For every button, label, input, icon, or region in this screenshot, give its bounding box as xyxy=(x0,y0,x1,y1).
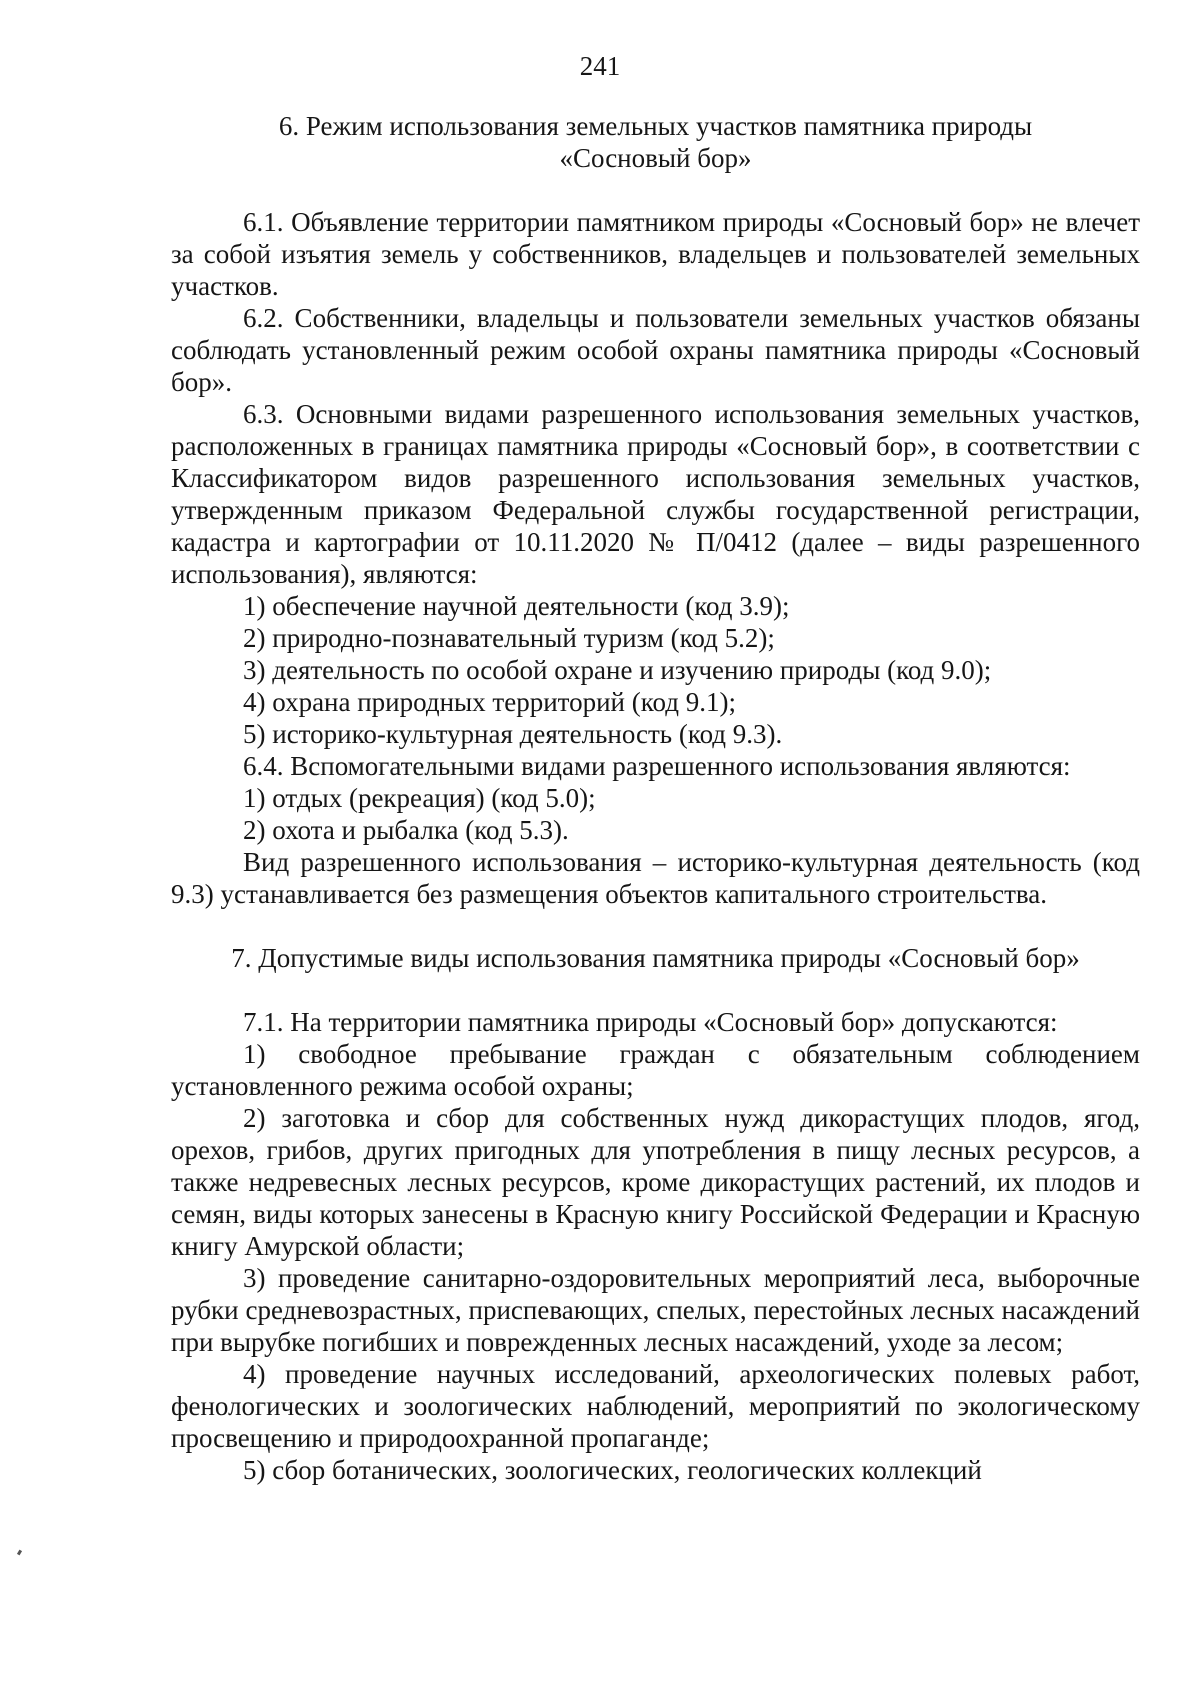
list-item-6-3-1: 1) обеспечение научной деятельности (код 3.9); xyxy=(243,591,790,621)
list-item-7-1-4: 4) проведение научных исследований, археологических полевых работ, фенологических и зоологических наблюдений, мероприятий по экологическому просвещению и природоохранной пропаганде; xyxy=(171,1359,1140,1453)
paragraph-vid-ispolzovaniya: Вид разрешенного использования – историко-культурная деятельность (код 9.3) устанавливается без размещения объектов капитального строительства. xyxy=(171,847,1140,909)
list-item-6-3-3: 3) деятельность по особой охране и изучению природы (код 9.0); xyxy=(243,655,992,685)
page-number: 241 xyxy=(579,51,621,81)
list-item-7-1-5: 5) сбор ботанических, зоологических, геологических коллекций xyxy=(243,1455,982,1485)
list-item-7-1-1: 1) свободное пребывание граждан с обязательным соблюдением установленного режима особой охраны; xyxy=(171,1039,1140,1101)
list-item-7-1-2: 2) заготовка и сбор для собственных нужд дикорастущих плодов, ягод, орехов, грибов, других пригодных для употребления в пищу лесных ресурсов, а также недревесных лесных ресурсов, кроме дикорастущих растений, их плодов и семян, виды которых занесены в Красную книгу Российской Федерации и Красную книгу Амурской области; xyxy=(171,1103,1140,1261)
paragraph-6-2: 6.2. Собственники, владельцы и пользователи земельных участков обязаны соблюдать установленный режим особой охраны памятника природы «Сосновый бор». xyxy=(171,303,1140,397)
paragraph-6-1: 6.1. Объявление территории памятником природы «Сосновый бор» не влечет за собой изъятия земель у собственников, владельцев и пользователей земельных участков. xyxy=(171,207,1140,301)
paragraph-6-3: 6.3. Основными видами разрешенного использования земельных участков, расположенных в границах памятника природы «Сосновый бор», в соответствии с Классификатором видов разрешенного использования земельных участков, утвержденным приказом Федеральной службы государственной регистрации, кадастра и картографии от 10.11.2020 № П/0412 (далее – виды разрешенного использования), являются: xyxy=(171,399,1140,589)
list-item-6-3-2: 2) природно-познавательный туризм (код 5.2); xyxy=(243,623,775,653)
section-6-heading xyxy=(171,110,1140,174)
paragraph-6-4: 6.4. Вспомогательными видами разрешенного использования являются: xyxy=(243,751,1071,781)
list-item-6-3-4: 4) охрана природных территорий (код 9.1); xyxy=(243,687,736,717)
section-6-heading-line-2: «Сосновый бор» xyxy=(559,143,752,173)
paragraph-7-1: 7.1. На территории памятника природы «Сосновый бор» допускаются: xyxy=(243,1007,1058,1037)
list-item-6-3-5: 5) историко-культурная деятельность (код 9.3). xyxy=(243,719,783,749)
document-body xyxy=(171,110,1140,1486)
list-item-6-4-2: 2) охота и рыбалка (код 5.3). xyxy=(243,815,569,845)
section-7-heading: 7. Допустимые виды использования памятника природы «Сосновый бор» xyxy=(231,943,1080,973)
section-6-heading-line-1: 6. Режим использования земельных участков памятника природы xyxy=(278,111,1033,141)
list-item-6-4-1: 1) отдых (рекреация) (код 5.0); xyxy=(243,783,596,813)
list-item-7-1-3: 3) проведение санитарно-оздоровительных мероприятий леса, выборочные рубки средневозрастных, приспевающих, спелых, перестойных лесных насаждений при вырубке погибших и поврежденных лесных насаждений, уходе за лесом; xyxy=(171,1263,1140,1357)
scan-artifact-mark xyxy=(17,1550,22,1556)
